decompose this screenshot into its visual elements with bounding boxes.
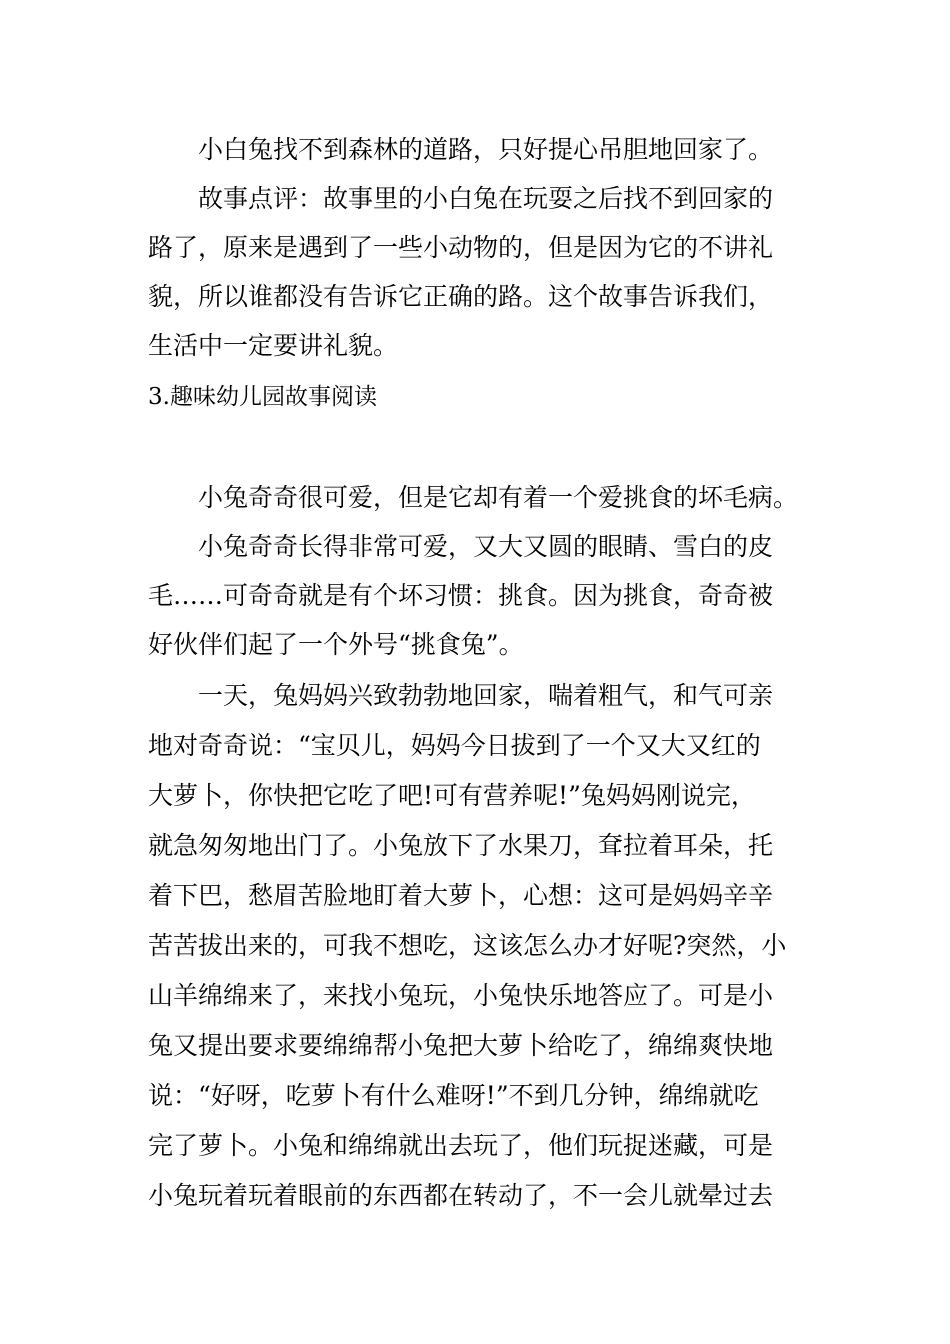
paragraph-line: 兔又提出要求要绵绵帮小兔把大萝卜给吃了，绵绵爽快地 [148,1031,774,1060]
paragraph-line: 苦苦拔出来的，可我不想吃，这该怎么办才好呢?突然，小 [148,931,787,960]
paragraph-line: 好伙伴们起了一个外号“挑食兔”。 [148,630,524,659]
paragraph-line: 生活中一定要讲礼貌。 [148,331,399,360]
paragraph-line: 山羊绵绵来了，来找小兔玩，小兔快乐地答应了。可是小 [148,981,774,1010]
section-heading: 3.趣味幼儿园故事阅读 [148,384,377,410]
paragraph-line: 小兔玩着玩着眼前的东西都在转动了，不一会儿就晕过去 [148,1181,774,1210]
paragraph-line: 小兔奇奇长得非常可爱，又大又圆的眼睛、雪白的皮 [198,532,774,561]
paragraph-line: 毛……可奇奇就是有个坏习惯：挑食。因为挑食，奇奇被 [148,581,774,610]
paragraph-line: 大萝卜，你快把它吃了吧!可有营养呢!”兔妈妈刚说完， [148,781,756,810]
paragraph-line: 就急匆匆地出门了。小兔放下了水果刀，耷拉着耳朵，托 [148,831,774,860]
paragraph-line: 着下巴，愁眉苦脸地盯着大萝卜，心想：这可是妈妈辛辛 [148,881,774,910]
paragraph-line: 小兔奇奇很可爱，但是它却有着一个爱挑食的坏毛病。 [198,483,799,512]
paragraph-line: 完了萝卜。小兔和绵绵就出去玩了，他们玩捉迷藏，可是 [148,1131,774,1160]
paragraph-line: 路了，原来是遇到了一些小动物的，但是因为它的不讲礼 [148,233,774,262]
paragraph-line: 小白兔找不到森林的道路，只好提心吊胆地回家了。 [198,135,774,164]
paragraph-line: 故事点评：故事里的小白兔在玩耍之后找不到回家的 [198,184,774,213]
paragraph-line: 一天，兔妈妈兴致勃勃地回家，喘着粗气，和气可亲 [198,681,774,710]
paragraph-line: 说：“好呀，吃萝卜有什么难呀!”不到几分钟，绵绵就吃 [148,1081,759,1110]
paragraph-line: 貌，所以谁都没有告诉它正确的路。这个故事告诉我们， [148,282,774,311]
paragraph-line: 地对奇奇说：“宝贝儿，妈妈今日拔到了一个又大又红的 [148,731,761,760]
